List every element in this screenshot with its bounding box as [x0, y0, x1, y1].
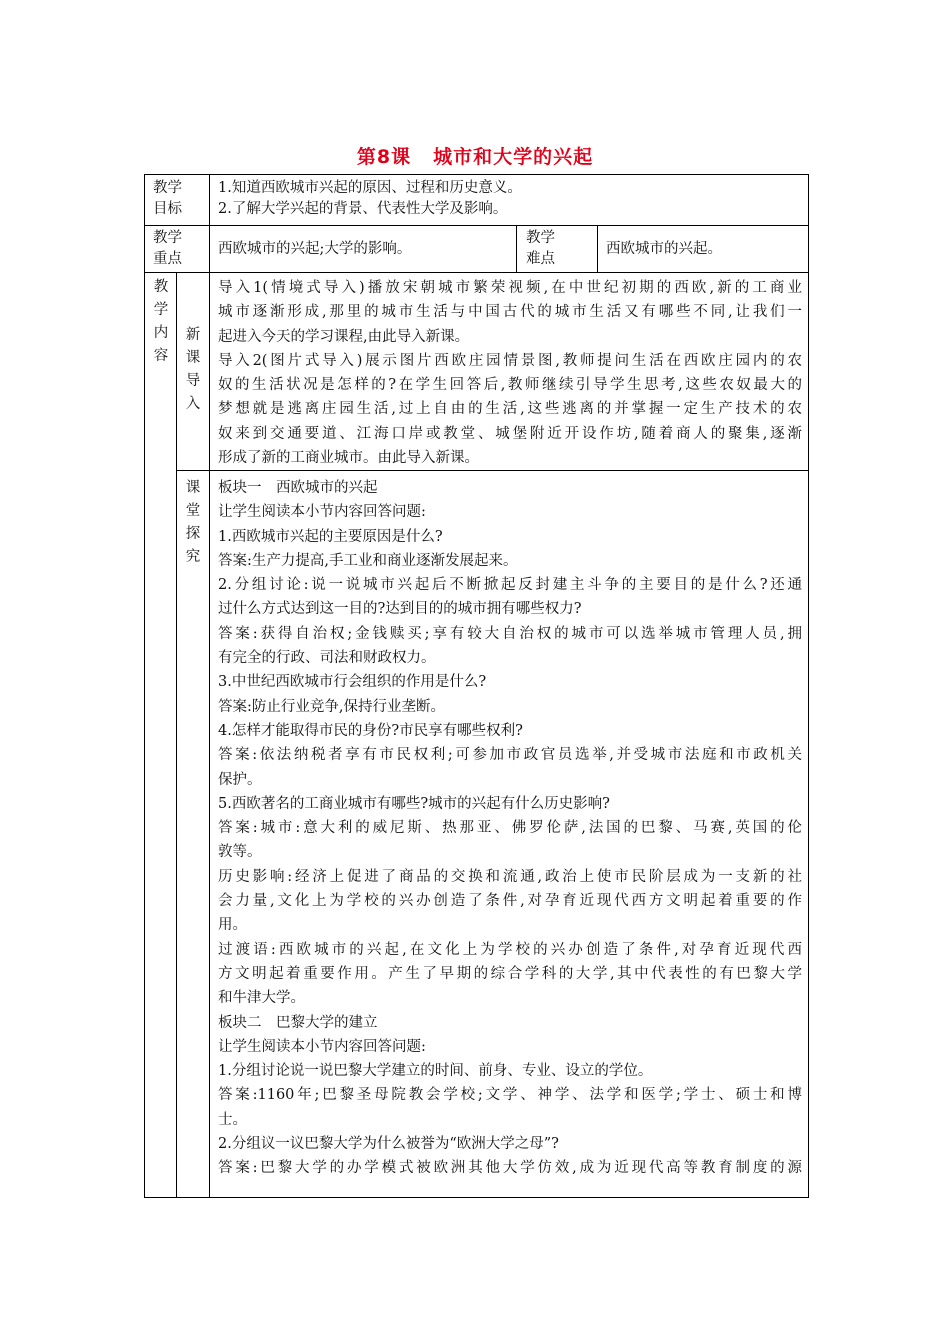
answer: 答案:依法纳税者享有市民权利;可参加市政官员选举,并受城市法庭和市政机关 — [218, 747, 802, 764]
text-line: 和牛津大学。 — [218, 990, 305, 1007]
content-label-cell — [144, 272, 177, 1198]
question: 2.分组讨论:说一说城市兴起后不断掀起反封建主斗争的主要目的是什么?还通 — [218, 577, 802, 594]
goal-item: 1.知道西欧城市兴起的原因、过程和历史意义。 — [218, 180, 522, 196]
lesson-number: 第8课 — [356, 146, 412, 168]
question: 过什么方式达到这一目的?达到目的的城市拥有哪些权力? — [218, 601, 582, 618]
text-line: 让学生阅读本小节内容回答问题: — [218, 504, 426, 521]
question: 4.怎样才能取得市民的身份?市民享有哪些权利? — [218, 722, 523, 739]
text-line: 形成了新的工商业城市。由此导入新课。 — [218, 450, 479, 467]
text-line: 导入1(情境式导入)播放宋朝城市繁荣视频,在中世纪初期的西欧,新的工商业 — [218, 280, 802, 296]
question: 5.西欧著名的工商业城市有哪些?城市的兴起有什么历史影响? — [218, 795, 610, 812]
explore-label-cell — [176, 470, 210, 1198]
question: 1.分组讨论说一说巴黎大学建立的时间、前身、专业、设立的学位。 — [218, 1063, 653, 1080]
goals-list — [218, 178, 522, 220]
section-heading: 板块二 巴黎大学的建立 — [218, 1014, 378, 1031]
key-points-label: 教学 重点 — [153, 230, 182, 267]
explore-label: 课 堂 探 究 — [185, 480, 201, 565]
answer: 敦等。 — [218, 844, 262, 861]
text-line: 城市逐渐形成,那里的城市生活与中国古代的城市生活又有哪些不同,让我们一 — [218, 304, 802, 321]
answer: 答案:巴黎大学的办学模式被欧洲其他大学仿效,成为近现代高等教育制度的源 — [218, 1160, 802, 1177]
difficult-points-label: 教学 难点 — [526, 230, 555, 267]
answer: 答案:防止行业竞争,保持行业垄断。 — [218, 698, 445, 715]
text-line: 起进入今天的学习课程,由此导入新课。 — [218, 328, 470, 345]
answer: 有完全的行政、司法和财政权力。 — [218, 650, 436, 667]
text-line: 过渡语:西欧城市的兴起,在文化上为学校的兴办创造了条件,对孕育近现代西 — [218, 941, 802, 958]
page-title — [0, 142, 950, 169]
answer: 答案:1160年;巴黎圣母院教会学校;文学、神学、法学和医学;学士、硕士和博 — [218, 1087, 802, 1104]
question: 1.西欧城市兴起的主要原因是什么? — [218, 528, 443, 545]
answer: 答案:城市:意大利的威尼斯、热那亚、佛罗伦萨,法国的巴黎、马赛,英国的伦 — [218, 820, 802, 837]
explore-text — [218, 476, 802, 1181]
question: 3.中世纪西欧城市行会组织的作用是什么? — [218, 674, 487, 691]
answer: 士。 — [218, 1111, 247, 1128]
text-line: 方文明起着重要作用。产生了早期的综合学科的大学,其中代表性的有巴黎大学 — [218, 965, 802, 982]
section-heading: 板块一 西欧城市的兴起 — [218, 480, 378, 496]
answer: 用。 — [218, 917, 247, 934]
difficult-points-text: 西欧城市的兴起。 — [606, 241, 722, 257]
content-label: 教 学 内 容 — [153, 279, 169, 364]
text-line: 奴来到交通要道、江海口岸或教堂、城堡附近开设作坊,随着商人的聚集,逐渐 — [218, 425, 802, 442]
answer: 历史影响:经济上促进了商品的交换和流通,政治上使市民阶层成为一支新的社 — [218, 868, 802, 885]
text-line: 导入2(图片式导入)展示图片西欧庄园情景图,教师提问生活在西欧庄园内的农 — [218, 352, 802, 369]
intro-label: 新 课 导 入 — [185, 327, 201, 412]
goals-label: 教学 目标 — [153, 180, 182, 217]
answer: 答案:获得自治权;金钱赎买;享有较大自治权的城市可以选举城市管理人员,拥 — [218, 625, 802, 642]
question: 2.分组议一议巴黎大学为什么被誉为“欧洲大学之母”? — [218, 1136, 559, 1153]
answer: 会力量,文化上为学校的兴办创造了条件,对孕育近现代西方文明起着重要的作 — [218, 893, 802, 910]
text-line: 让学生阅读本小节内容回答问题: — [218, 1038, 426, 1055]
key-points-text: 西欧城市的兴起;大学的影响。 — [218, 241, 412, 257]
text-line: 梦想就是逃离庄园生活,过上自由的生活,这些逃离的并掌握一定生产技术的农 — [218, 401, 802, 418]
text-line: 奴的生活状况是怎样的?在学生回答后,教师继续引导学生思考,这些农奴最大的 — [218, 377, 802, 394]
intro-text — [218, 276, 802, 470]
answer: 答案:生产力提高,手工业和商业逐渐发展起来。 — [218, 552, 518, 569]
lesson-topic: 城市和大学的兴起 — [433, 146, 594, 168]
goal-item: 2.了解大学兴起的背景、代表性大学及影响。 — [218, 201, 508, 217]
answer: 保护。 — [218, 771, 262, 788]
